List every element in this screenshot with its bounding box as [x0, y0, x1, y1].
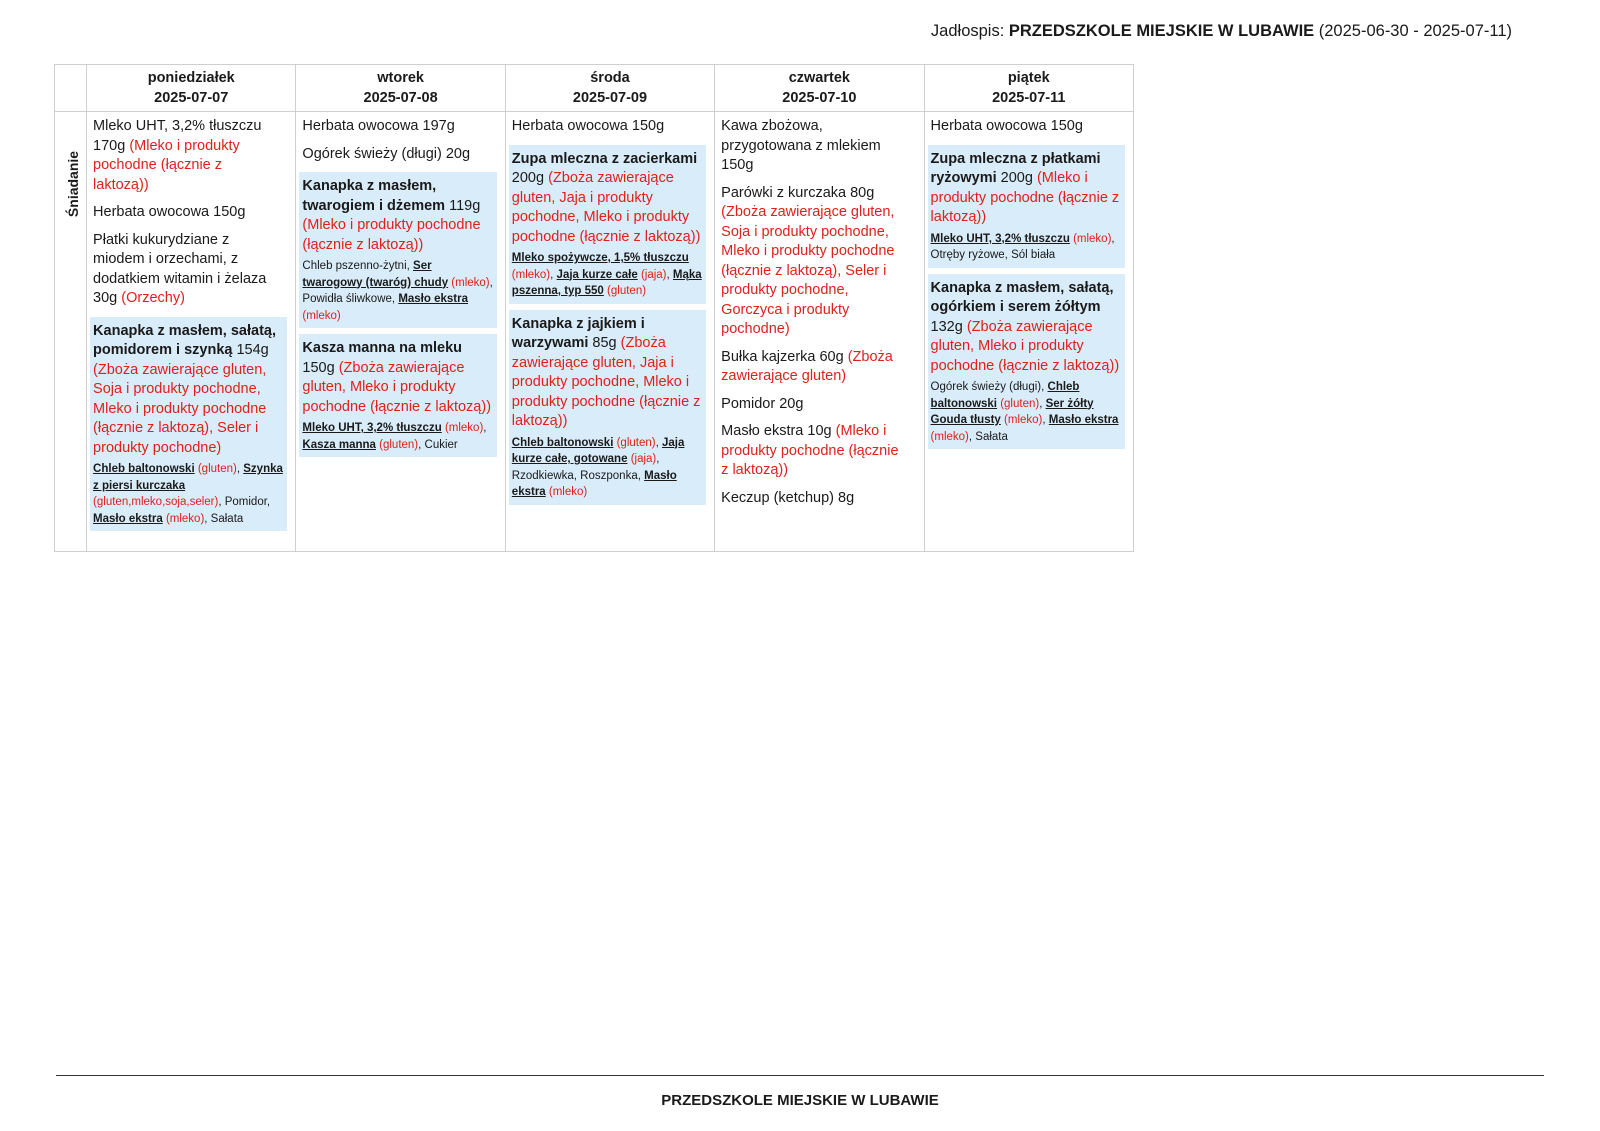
- day-header-monday: [87, 65, 296, 112]
- ingredient: Mleko UHT, 3,2% tłuszczu: [302, 422, 442, 434]
- item-allergens: (Mleko i produkty pochodne (łącznie z laktozą)): [93, 137, 240, 193]
- dish-name: Kanapka z masłem, twarogiem i dżemem: [302, 178, 446, 214]
- menu-item: [302, 145, 490, 165]
- dish-name: Kanapka z jajkiem i warzywami: [511, 315, 645, 351]
- day-date: 2025-07-09: [572, 90, 648, 106]
- menu-item: [302, 117, 490, 137]
- dish-allergens: (Zboża zawierające gluten, Mleko i produkty pochodne (łącznie z laktozą)): [302, 359, 492, 415]
- dish-allergens: (Zboża zawierające gluten, Mleko i produkty pochodne (łącznie z laktozą)): [930, 318, 1120, 374]
- ingredient: Mleko UHT, 3,2% tłuszczu: [930, 232, 1070, 245]
- composite-dish: [299, 172, 496, 328]
- item-text: Pomidor 20g: [721, 395, 804, 412]
- ingredient: Chleb baltonowski: [930, 381, 1080, 410]
- dish-name: Zupa mleczna z zacierkami: [511, 150, 698, 167]
- meal-label: Śniadanie: [65, 150, 81, 218]
- day-cell-friday: [924, 112, 1133, 552]
- ingredient-allergen: (mleko): [444, 422, 484, 434]
- item-text: Płatki kukurydziane z miodem i orzechami, z dodatkiem witamin i żelaza 30g: [93, 231, 267, 306]
- ingredient: Chleb baltonowski: [93, 463, 195, 475]
- item-allergens: (Orzechy): [121, 290, 185, 306]
- day-name: poniedziałek: [147, 70, 235, 86]
- item-text: Mleko UHT, 3,2% tłuszczu 170g: [93, 118, 262, 154]
- composite-dish: [509, 310, 706, 505]
- ingredient-plain: , Sałata: [968, 430, 1008, 443]
- corner-cell: [55, 65, 87, 112]
- dish-allergens: (Zboża zawierające gluten, Jaja i produkty pochodne, Mleko i produkty pochodne (łącznie z laktozą)): [511, 335, 701, 429]
- ingredient: Masło ekstra: [398, 293, 468, 305]
- footer-divider: [56, 1075, 1544, 1076]
- day-date: 2025-07-08: [363, 90, 438, 106]
- menu-item: [931, 117, 1119, 137]
- item-text: Kawa zbożowa, przygotowana z mlekiem 150g: [721, 118, 881, 173]
- menu-item: [512, 117, 700, 137]
- day-header-tuesday: [296, 65, 505, 112]
- menu-item: [93, 231, 281, 309]
- dish-ingredients: [302, 258, 493, 324]
- dish-allergens: (Zboża zawierające gluten, Jaja i produkty pochodne, Mleko i produkty pochodne (łącznie z laktozą)): [511, 170, 701, 245]
- menu-item: [721, 422, 909, 481]
- day-name: piątek: [1007, 70, 1050, 86]
- ingredient-plain: , Pomidor,: [218, 496, 271, 508]
- dish-qty: 132g: [930, 318, 963, 335]
- day-header-thursday: [715, 65, 924, 112]
- ingredient-plain: , Otręby ryżowe, Sól biała: [930, 232, 1115, 261]
- ingredient-allergen: (gluten): [607, 285, 647, 297]
- dish-qty: 200g: [511, 170, 545, 186]
- ingredient-allergen: (mleko): [511, 268, 551, 281]
- page-header: [931, 22, 1512, 41]
- dish-ingredients: [302, 420, 493, 453]
- ingredient: Masło ekstra: [93, 512, 163, 525]
- day-name: środa: [590, 70, 630, 86]
- dish-title: [93, 322, 284, 459]
- item-allergens: (Mleko i produkty pochodne (łącznie z laktozą)): [721, 423, 899, 478]
- dish-name: Kanapka z masłem, sałatą, ogórkiem i serem żółtym: [930, 279, 1114, 315]
- dish-allergens: (Zboża zawierające gluten, Soja i produkty pochodne, Mleko i produkty pochodne (łącznie z laktozą), Seler i produkty pochodne): [93, 361, 267, 456]
- composite-dish: [299, 334, 496, 457]
- ingredient-allergen: (mleko): [1073, 232, 1112, 245]
- ingredient-plain: ,: [236, 463, 241, 475]
- ingredient-allergen: (jaja): [640, 268, 667, 281]
- composite-dish: [90, 317, 287, 532]
- ingredient-plain: , Rzodkiewka, Roszponka,: [511, 453, 660, 482]
- menu-item: [721, 395, 909, 415]
- ingredient-allergen: (mleko): [548, 486, 588, 498]
- dish-ingredients: [512, 435, 703, 501]
- ingredient-plain: ,: [655, 436, 659, 449]
- menu-item: [721, 348, 909, 387]
- day-date: 2025-07-11: [992, 90, 1066, 106]
- dish-name: Kasza manna na mleku: [302, 340, 462, 356]
- ingredient: Szynka z piersi kurczaka: [93, 463, 283, 492]
- ingredient-allergen: (gluten,mleko,soja,seler): [93, 496, 219, 508]
- ingredient-allergen: (gluten): [616, 436, 656, 449]
- item-text: Herbata owocowa 150g: [93, 204, 246, 220]
- menu-item: [721, 489, 909, 509]
- day-date: 2025-07-07: [154, 90, 229, 106]
- ingredient-allergen: (mleko): [165, 512, 205, 525]
- day-header-wednesday: [505, 65, 714, 112]
- ingredient-allergen: (jaja): [630, 453, 657, 465]
- item-text: Bułka kajzerka 60g: [721, 348, 844, 365]
- day-header-friday: [924, 65, 1133, 112]
- ingredient-allergen: (mleko): [930, 430, 969, 443]
- day-cell-thursday: [715, 112, 924, 552]
- item-text: Herbata owocowa 197g: [302, 118, 455, 134]
- ingredient-allergen: (gluten): [197, 463, 237, 475]
- ingredient: Jaja kurze całe: [556, 268, 638, 281]
- item-allergens: (Zboża zawierające gluten, Soja i produkty pochodne, Mleko i produkty pochodne (łącznie z laktozą), Seler i produkty pochodne, Gorczyca i produkty pochodne): [721, 204, 895, 337]
- day-name: wtorek: [377, 70, 424, 86]
- dish-title: [302, 339, 493, 417]
- ingredient-plain: , Cukier: [418, 438, 458, 451]
- dish-name: Kanapka z masłem, sałatą, pomidorem i szynką: [93, 322, 277, 358]
- ingredient-allergen: (mleko): [302, 309, 341, 322]
- ingredient-plain: Chleb pszenno-żytni,: [302, 260, 410, 272]
- composite-dish: [928, 145, 1125, 268]
- dish-qty: 85g: [592, 335, 617, 351]
- ingredient-allergen: (mleko): [1004, 414, 1043, 426]
- ingredient-plain: , Powidła śliwkowe,: [302, 276, 493, 305]
- menu-item: [93, 203, 281, 223]
- menu-table: [54, 64, 1134, 552]
- dish-title: [512, 150, 703, 248]
- dish-ingredients: [512, 250, 703, 300]
- ingredient-allergen: (gluten): [1000, 397, 1040, 410]
- dish-qty: 119g: [449, 197, 481, 214]
- item-text: Parówki z kurczaka 80g: [721, 184, 875, 201]
- ingredient-plain: ,: [1039, 397, 1043, 410]
- dish-allergens: (Mleko i produkty pochodne (łącznie z laktozą)): [302, 217, 481, 253]
- day-cell-monday: [87, 112, 296, 552]
- dish-qty: 200g: [1000, 170, 1033, 186]
- breakfast-row: [55, 112, 1134, 552]
- dish-name: Zupa mleczna z płatkami ryżowymi: [930, 150, 1101, 186]
- item-text: Masło ekstra 10g: [721, 423, 832, 439]
- item-text: Ogórek świeży (długi) 20g: [302, 145, 471, 162]
- dish-ingredients: [931, 379, 1122, 445]
- ingredient-plain: ,: [550, 268, 554, 281]
- header-school: PRZEDSZKOLE MIEJSKIE W LUBAWIE: [1008, 22, 1315, 40]
- ingredient-plain: , Sałata: [204, 512, 244, 525]
- days-header-row: [55, 65, 1134, 112]
- ingredient: Kasza manna: [302, 438, 376, 451]
- day-name: czwartek: [788, 70, 850, 86]
- ingredient-plain: ,: [1042, 414, 1046, 426]
- dish-title: [931, 150, 1122, 228]
- dish-title: [512, 315, 703, 432]
- day-date: 2025-07-10: [782, 90, 857, 106]
- dish-allergens: (Mleko i produkty pochodne (łącznie z laktozą)): [930, 170, 1120, 225]
- item-allergens: (Zboża zawierające gluten): [721, 348, 893, 384]
- day-cell-tuesday: [296, 112, 505, 552]
- ingredient: Mleko spożywcze, 1,5% tłuszczu: [511, 252, 689, 264]
- composite-dish: [928, 274, 1125, 450]
- ingredient-plain: ,: [666, 268, 670, 281]
- footer-school: PRZEDSZKOLE MIEJSKIE W LUBAWIE: [661, 1092, 939, 1109]
- item-text: Herbata owocowa 150g: [930, 118, 1083, 134]
- header-prefix: Jadłospis:: [930, 22, 1005, 40]
- ingredient-plain: ,: [483, 422, 487, 434]
- ingredient: Masło ekstra: [511, 469, 677, 498]
- ingredient: Jaja kurze całe, gotowane: [511, 436, 685, 465]
- meal-label-cell: [55, 112, 87, 552]
- menu-item: [721, 117, 909, 176]
- ingredient: Chleb baltonowski: [511, 436, 614, 449]
- dish-ingredients: [93, 461, 284, 527]
- dish-title: [302, 177, 493, 255]
- dish-title: [931, 279, 1122, 377]
- menu-item: [93, 117, 281, 195]
- ingredient: Mąka pszenna, typ 550: [511, 268, 702, 297]
- ingredient: Masło ekstra: [1048, 414, 1119, 426]
- dish-ingredients: [931, 231, 1122, 264]
- ingredient-plain: Ogórek świeży (długi),: [930, 381, 1045, 393]
- header-date-range: (2025-06-30 - 2025-07-11): [1318, 22, 1512, 40]
- ingredient: Ser żółty Gouda tłusty: [930, 397, 1094, 426]
- dish-qty: 154g: [236, 342, 269, 358]
- dish-qty: 150g: [302, 359, 335, 376]
- composite-dish: [509, 145, 706, 304]
- ingredient: Ser twarogowy (twaróg) chudy: [302, 260, 449, 289]
- ingredient-allergen: (mleko): [451, 276, 490, 289]
- item-text: Herbata owocowa 150g: [511, 118, 665, 134]
- ingredient-allergen: (gluten): [379, 438, 419, 451]
- menu-item: [721, 184, 909, 340]
- day-cell-wednesday: [505, 112, 714, 552]
- item-text: Keczup (ketchup) 8g: [721, 489, 855, 506]
